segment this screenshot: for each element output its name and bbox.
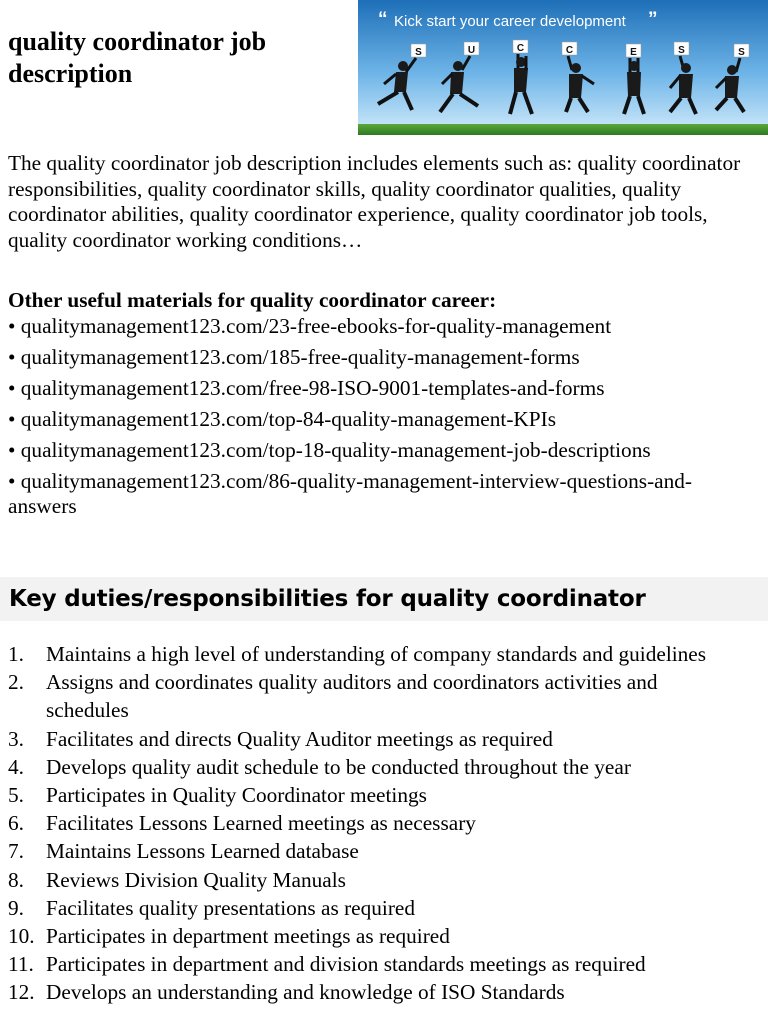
list-item-number: 2. [8, 670, 24, 695]
duties-heading: Key duties/responsibilities for quality coordinator [9, 586, 646, 612]
list-item-number: 12. [8, 980, 35, 1005]
list-item-number: 10. [8, 924, 35, 949]
materials-link[interactable]: • qualitymanagement123.com/top-18-quality-management-job-descriptions [8, 437, 651, 462]
list-item [0, 809, 768, 837]
materials-section [8, 288, 760, 525]
materials-link[interactable]: • qualitymanagement123.com/185-free-quality-management-forms [8, 344, 580, 369]
list-item-number: 3. [8, 726, 24, 751]
list-item [0, 753, 768, 781]
list-item-text: Participates in department and division standards meetings as required [46, 952, 646, 977]
letter-card-text: C [565, 45, 574, 56]
letter-card-text: S [415, 47, 422, 58]
materials-link[interactable]: • qualitymanagement123.com/free-98-ISO-9001-templates-and-forms [8, 375, 605, 400]
list-item [0, 866, 768, 894]
list-item-number: 5. [8, 783, 24, 808]
letter-card-text: E [630, 47, 637, 58]
list-item [0, 837, 768, 865]
list-item-number: 7. [8, 839, 24, 864]
list-item [0, 781, 768, 809]
list-item [0, 922, 768, 950]
list-item [0, 725, 768, 753]
list-item [0, 894, 768, 922]
letter-card-text: S [678, 45, 685, 56]
list-item-text: Assigns and coordinates quality auditors and coordinators activities and schedules [46, 670, 658, 723]
letter-card-text: C [516, 43, 525, 54]
intro-paragraph: The quality coordinator job description includes elements such as: quality coordinator responsibilities, quality coordinator skills, quality coordinator qualities, quality coordinator abilities, quality coordinator experience, quality coordinator job tools, quality coordinator working conditions… [8, 151, 741, 252]
open-quote-mark: “ [378, 9, 388, 30]
list-item-number: 1. [8, 642, 24, 666]
materials-heading: Other useful materials for quality coordinator career: [8, 288, 497, 312]
list-item-number: 8. [8, 867, 24, 892]
list-item-text: Develops an understanding and knowledge of ISO Standards [46, 980, 565, 1005]
close-quote-mark: ” [648, 9, 658, 30]
list-item-text: Facilitates quality presentations as required [46, 895, 416, 920]
list-item-text: Maintains Lessons Learned database [46, 839, 359, 864]
list-item [0, 640, 768, 668]
grass-strip [358, 124, 768, 135]
letter-card-text: U [467, 45, 476, 56]
list-item-number: 11. [8, 952, 34, 977]
list-item-text: Develops quality audit schedule to be conducted throughout the year [46, 754, 631, 779]
materials-link[interactable]: • qualitymanagement123.com/86-quality-management-interview-questions-and-answers [8, 468, 693, 518]
materials-link[interactable]: • qualitymanagement123.com/top-84-quality-management-KPIs [8, 406, 557, 431]
list-item-text: Facilitates Lessons Learned meetings as necessary [46, 811, 476, 836]
materials-link[interactable]: • qualitymanagement123.com/23-free-ebooks-for-quality-management [8, 313, 612, 338]
letter-card-text: S [738, 47, 745, 58]
list-item-text: Reviews Division Quality Manuals [46, 867, 346, 892]
banner-tagline: Kick start your career development [394, 13, 626, 30]
list-item-number: 9. [8, 895, 24, 920]
materials-list [8, 314, 760, 520]
list-item-number: 6. [8, 811, 24, 836]
duties-list [0, 640, 768, 1007]
list-item-text: Facilitates and directs Quality Auditor meetings as required [46, 726, 553, 751]
list-item-number: 4. [8, 754, 24, 779]
page-title: quality coordinator job description [8, 27, 267, 88]
list-item-text: Participates in department meetings as required [46, 924, 450, 949]
list-item [0, 950, 768, 978]
list-item-text: Participates in Quality Coordinator meetings [46, 783, 427, 808]
career-banner-image [358, 0, 768, 135]
list-item [0, 978, 768, 1006]
list-item [0, 668, 768, 724]
list-item-text: Maintains a high level of understanding of company standards and guidelines [46, 642, 707, 666]
